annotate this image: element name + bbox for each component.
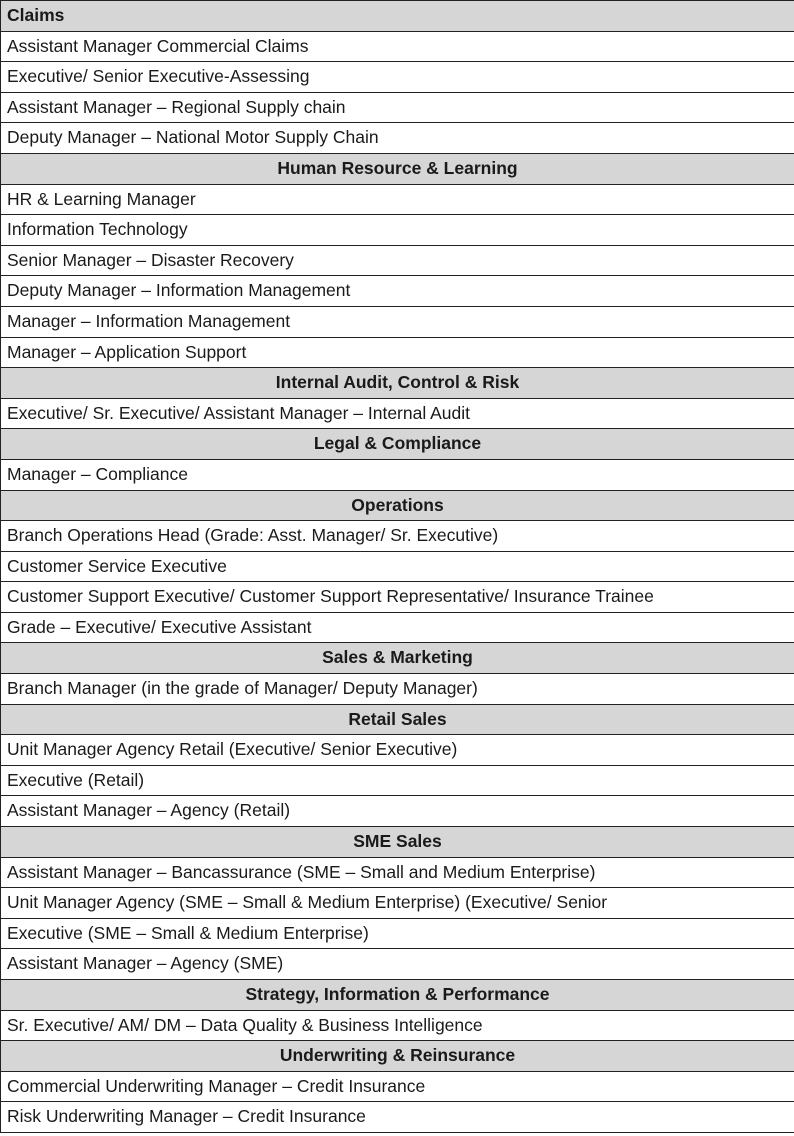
job-title-row: Executive/ Sr. Executive/ Assistant Manager – Internal Audit <box>0 399 794 430</box>
section-header: Sales & Marketing <box>0 643 794 674</box>
section-header: SME Sales <box>0 827 794 858</box>
job-title-row: Unit Manager Agency Retail (Executive/ Senior Executive) <box>0 735 794 766</box>
job-title-row: Senior Manager – Disaster Recovery <box>0 246 794 277</box>
job-title-row: Risk Underwriting Manager – Credit Insurance <box>0 1102 794 1133</box>
job-title-row: Customer Service Executive <box>0 552 794 583</box>
job-title-row: Assistant Manager – Agency (SME) <box>0 949 794 980</box>
job-title-row: Assistant Manager – Agency (Retail) <box>0 796 794 827</box>
section-header: Underwriting & Reinsurance <box>0 1041 794 1072</box>
section-header: Claims <box>0 1 794 32</box>
job-title-row: Information Technology <box>0 215 794 246</box>
job-title-row: Manager – Information Management <box>0 307 794 338</box>
job-title-row: HR & Learning Manager <box>0 185 794 216</box>
job-title-row: Deputy Manager – Information Management <box>0 276 794 307</box>
job-title-row: Manager – Application Support <box>0 338 794 369</box>
job-title-row: Commercial Underwriting Manager – Credit Insurance <box>0 1072 794 1103</box>
section-header: Retail Sales <box>0 705 794 736</box>
section-header: Strategy, Information & Performance <box>0 980 794 1011</box>
section-header: Operations <box>0 491 794 522</box>
job-title-row: Sr. Executive/ AM/ DM – Data Quality & Business Intelligence <box>0 1011 794 1042</box>
job-title-row: Assistant Manager Commercial Claims <box>0 32 794 63</box>
job-title-row: Assistant Manager – Bancassurance (SME – Small and Medium Enterprise) <box>0 858 794 889</box>
job-title-row: Executive (Retail) <box>0 766 794 797</box>
job-title-row: Branch Manager (in the grade of Manager/ Deputy Manager) <box>0 674 794 705</box>
job-title-row: Assistant Manager – Regional Supply chain <box>0 93 794 124</box>
job-title-row: Customer Support Executive/ Customer Support Representative/ Insurance Trainee <box>0 582 794 613</box>
job-title-row: Grade – Executive/ Executive Assistant <box>0 613 794 644</box>
job-title-row: Deputy Manager – National Motor Supply Chain <box>0 123 794 154</box>
section-header: Legal & Compliance <box>0 429 794 460</box>
job-title-row: Executive (SME – Small & Medium Enterprise) <box>0 919 794 950</box>
job-title-row: Manager – Compliance <box>0 460 794 491</box>
job-title-row: Branch Operations Head (Grade: Asst. Manager/ Sr. Executive) <box>0 521 794 552</box>
section-header: Human Resource & Learning <box>0 154 794 185</box>
job-title-row: Executive/ Senior Executive-Assessing <box>0 62 794 93</box>
job-title-row: Unit Manager Agency (SME – Small & Medium Enterprise) (Executive/ Senior <box>0 888 794 919</box>
section-header: Internal Audit, Control & Risk <box>0 368 794 399</box>
